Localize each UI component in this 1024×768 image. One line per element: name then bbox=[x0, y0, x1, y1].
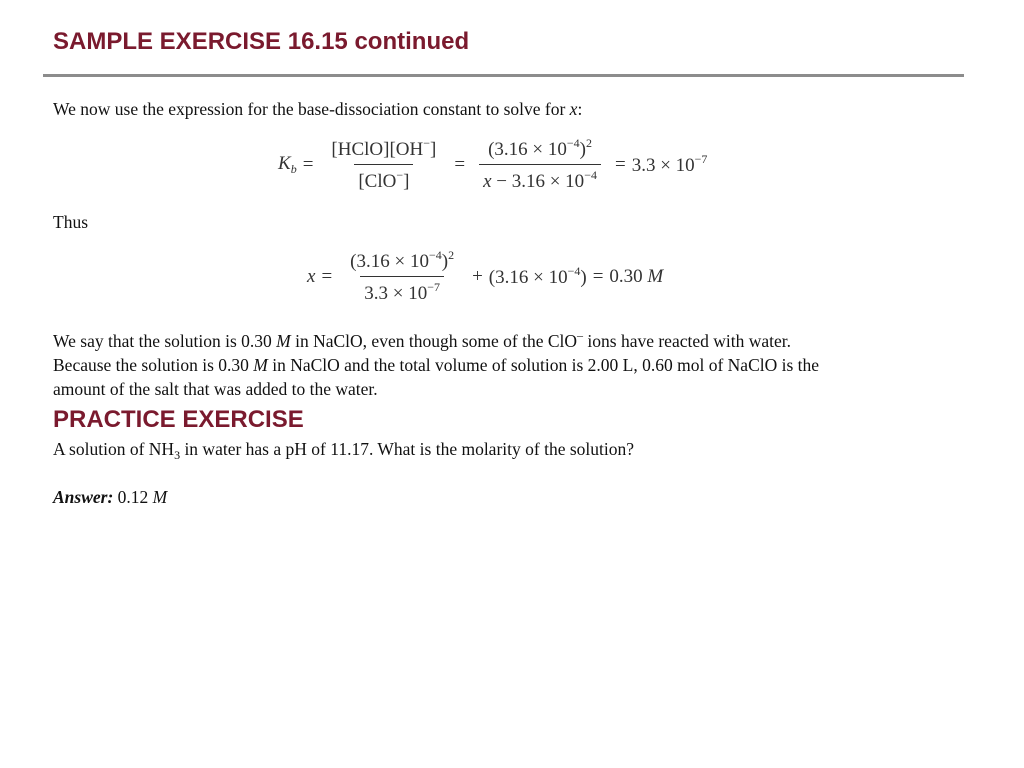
x-result: 0.30 M bbox=[609, 265, 664, 287]
explanation-line-2: Because the solution is 0.30 M in NaClO and the total volume of solution is 2.00 L, 0.60 mol of NaClO is the bbox=[53, 355, 820, 375]
intro-colon: : bbox=[577, 99, 583, 119]
thus-text: Thus bbox=[53, 212, 88, 232]
practice-question: A solution of $NH_3$ in water has a pH of 11.17. What is the molarity of the solution? bbox=[53, 439, 634, 462]
title-continued: continued bbox=[354, 28, 470, 55]
x-fraction: $\frac{(3.16 \times 10^{-4})^2}{3.3 \times 10^{-7}}$ bbox=[350, 248, 455, 304]
kb-equation: $K_b$ = $\frac{[HClO][OH^-]}{[ClO^-]}$ = $\frac{(3.16 \times 10^{-4})^2}{x - 3.16 \times 10^{-4}}$ = $3.3 \times 10^{-7}$ bbox=[278, 136, 708, 192]
x-equation: x = $\frac{(3.16 \times 10^{-4})^2}{3.3 \times 10^{-7}}$ + $(3.16 \times 10^{-4})$ = 0.30 M bbox=[307, 248, 664, 304]
kb-symbol: $K_b$ bbox=[278, 152, 297, 176]
title-bold: SAMPLE EXERCISE 16.15 bbox=[53, 28, 348, 55]
x-symbol: x bbox=[307, 265, 316, 287]
intro-variable: x bbox=[569, 99, 578, 119]
answer-label: Answer: bbox=[53, 487, 114, 507]
kb-result: $3.3 \times 10^{-7}$ bbox=[631, 152, 708, 176]
x-added-term: $(3.16 \times 10^{-4})$ bbox=[488, 264, 587, 288]
practice-answer bbox=[53, 485, 167, 509]
answer-value: 0.12 bbox=[117, 487, 153, 507]
intro-text bbox=[53, 97, 582, 121]
kb-fraction-values: $\frac{(3.16 \times 10^{-4})^2}{x - 3.16 \times 10^{-4}}$ bbox=[479, 136, 601, 193]
explanation-paragraph bbox=[53, 323, 819, 401]
kb-fraction-concentrations: $\frac{[HClO][OH^-]}{[ClO^-]}$ bbox=[331, 136, 437, 192]
title-divider bbox=[43, 74, 964, 77]
explanation-line-1: We say that the solution is 0.30 M in NaClO, even though some of the ClO– ions have reacted with water. bbox=[53, 328, 791, 351]
explanation-line-3: amount of the salt that was added to the water. bbox=[53, 379, 378, 399]
page-title bbox=[53, 28, 469, 56]
practice-heading: PRACTICE EXERCISE bbox=[53, 406, 304, 433]
intro-sentence: We now use the expression for the base-dissociation constant to solve for bbox=[53, 99, 570, 119]
answer-unit: M bbox=[152, 487, 168, 507]
